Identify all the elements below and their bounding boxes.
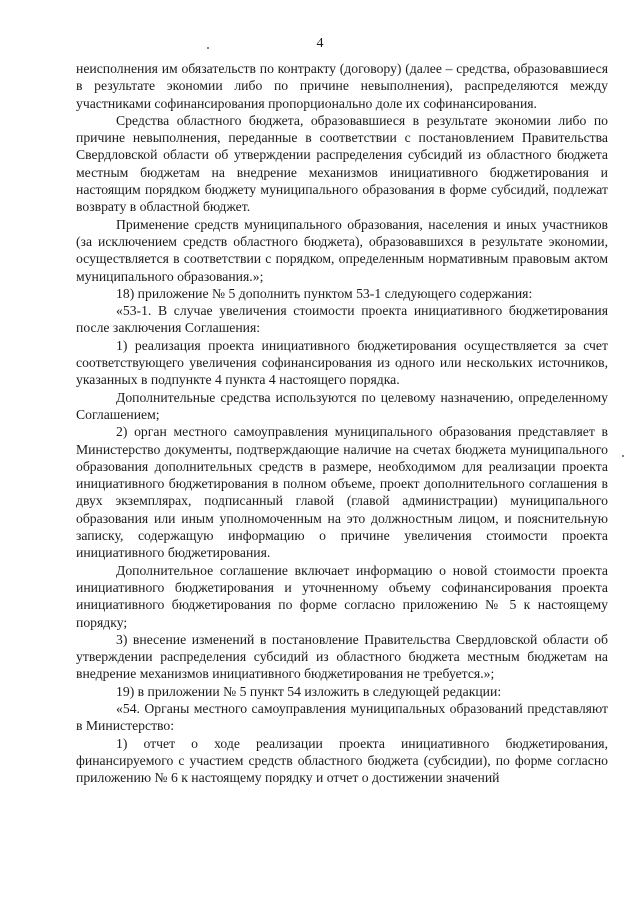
document-body [76,60,608,786]
page-number: 4 [316,36,324,51]
paragraph: Применение средств муниципального образования, населения и иных участников (за исключением средств областного бюджета), образовавшихся в результате экономии, осуществляется в соответствии с порядком, определенным нормативным правовым актом муниципального образования.»; [76,216,608,284]
paragraph: 18) приложение № 5 дополнить пунктом 53-1 следующего содержания: [116,285,533,301]
paragraph: Дополнительные средства используются по целевому назначению, определенному Соглашением; [76,389,608,422]
paragraph: 1) реализация проекта инициативного бюджетирования осуществляется за счет соответствующего увеличения софинансирования из одного или нескольких источников, указанных в подпункте 4 пункта 4 настоящего порядка. [76,337,608,388]
paragraph: 1) отчет о ходе реализации проекта инициативного бюджетирования, финансируемого с участием средств областного бюджета (субсидии), по форме согласно приложению № 6 к настоящему порядку и отчет о достижении значений [76,735,608,786]
paragraph: «54. Органы местного самоуправления муниципальных образований представляют в Министерство: [76,700,608,734]
paragraph: «53-1. В случае увеличения стоимости проекта инициативного бюджетирования после заключения Соглашения: [76,303,608,336]
scan-speck [207,47,209,49]
scan-speck [622,455,624,457]
paragraph: Средства областного бюджета, образовавшиеся в результате экономии либо по причине невыполнения, переданные в соответствии с постановлением Правительства Свердловской области об утверждении распределения субсидий из областного бюджета местным бюджетам на внедрение механизмов инициативного бюджетирования и настоящим порядком бюджету муниципального образования в форме субсидий, подлежат возврату в областной бюджет. [76,112,608,215]
paragraph: неисполнения им обязательств по контракту (договору) (далее – средства, образовавшиеся в результате экономии либо по причине невыполнения), распределяются между участниками софинансирования пропорционально доле их софинансирования. [76,61,608,111]
paragraph: 3) внесение изменений в постановление Правительства Свердловской области об утверждении распределения субсидий из областного бюджета местным бюджетам на внедрение механизмов инициативного бюджетирования не требуется.»; [76,631,608,682]
paragraph: 2) орган местного самоуправления муниципального образования представляет в Министерство документы, подтверждающие наличие на счетах бюджета муниципального образования дополнительных средств в размере, необходимом для реализации проекта инициативного бюджетирования в полном объеме, проект дополнительного соглашения в двух экземплярах, подписанный главой (главой администрации) муниципального образования или иным уполномоченным на это должностным лицом, и пояснительную записку, содержащую информацию о причине увеличения стоимости проекта инициативного бюджетирования. [76,424,608,561]
paragraph: Дополнительное соглашение включает информацию о новой стоимости проекта инициативного бюджетирования и уточненному объему софинансирования проекта инициативного бюджетирования по форме согласно приложению № 5 к настоящему порядку; [76,562,608,630]
paragraph: 19) в приложении № 5 пункт 54 изложить в следующей редакции: [116,683,502,699]
